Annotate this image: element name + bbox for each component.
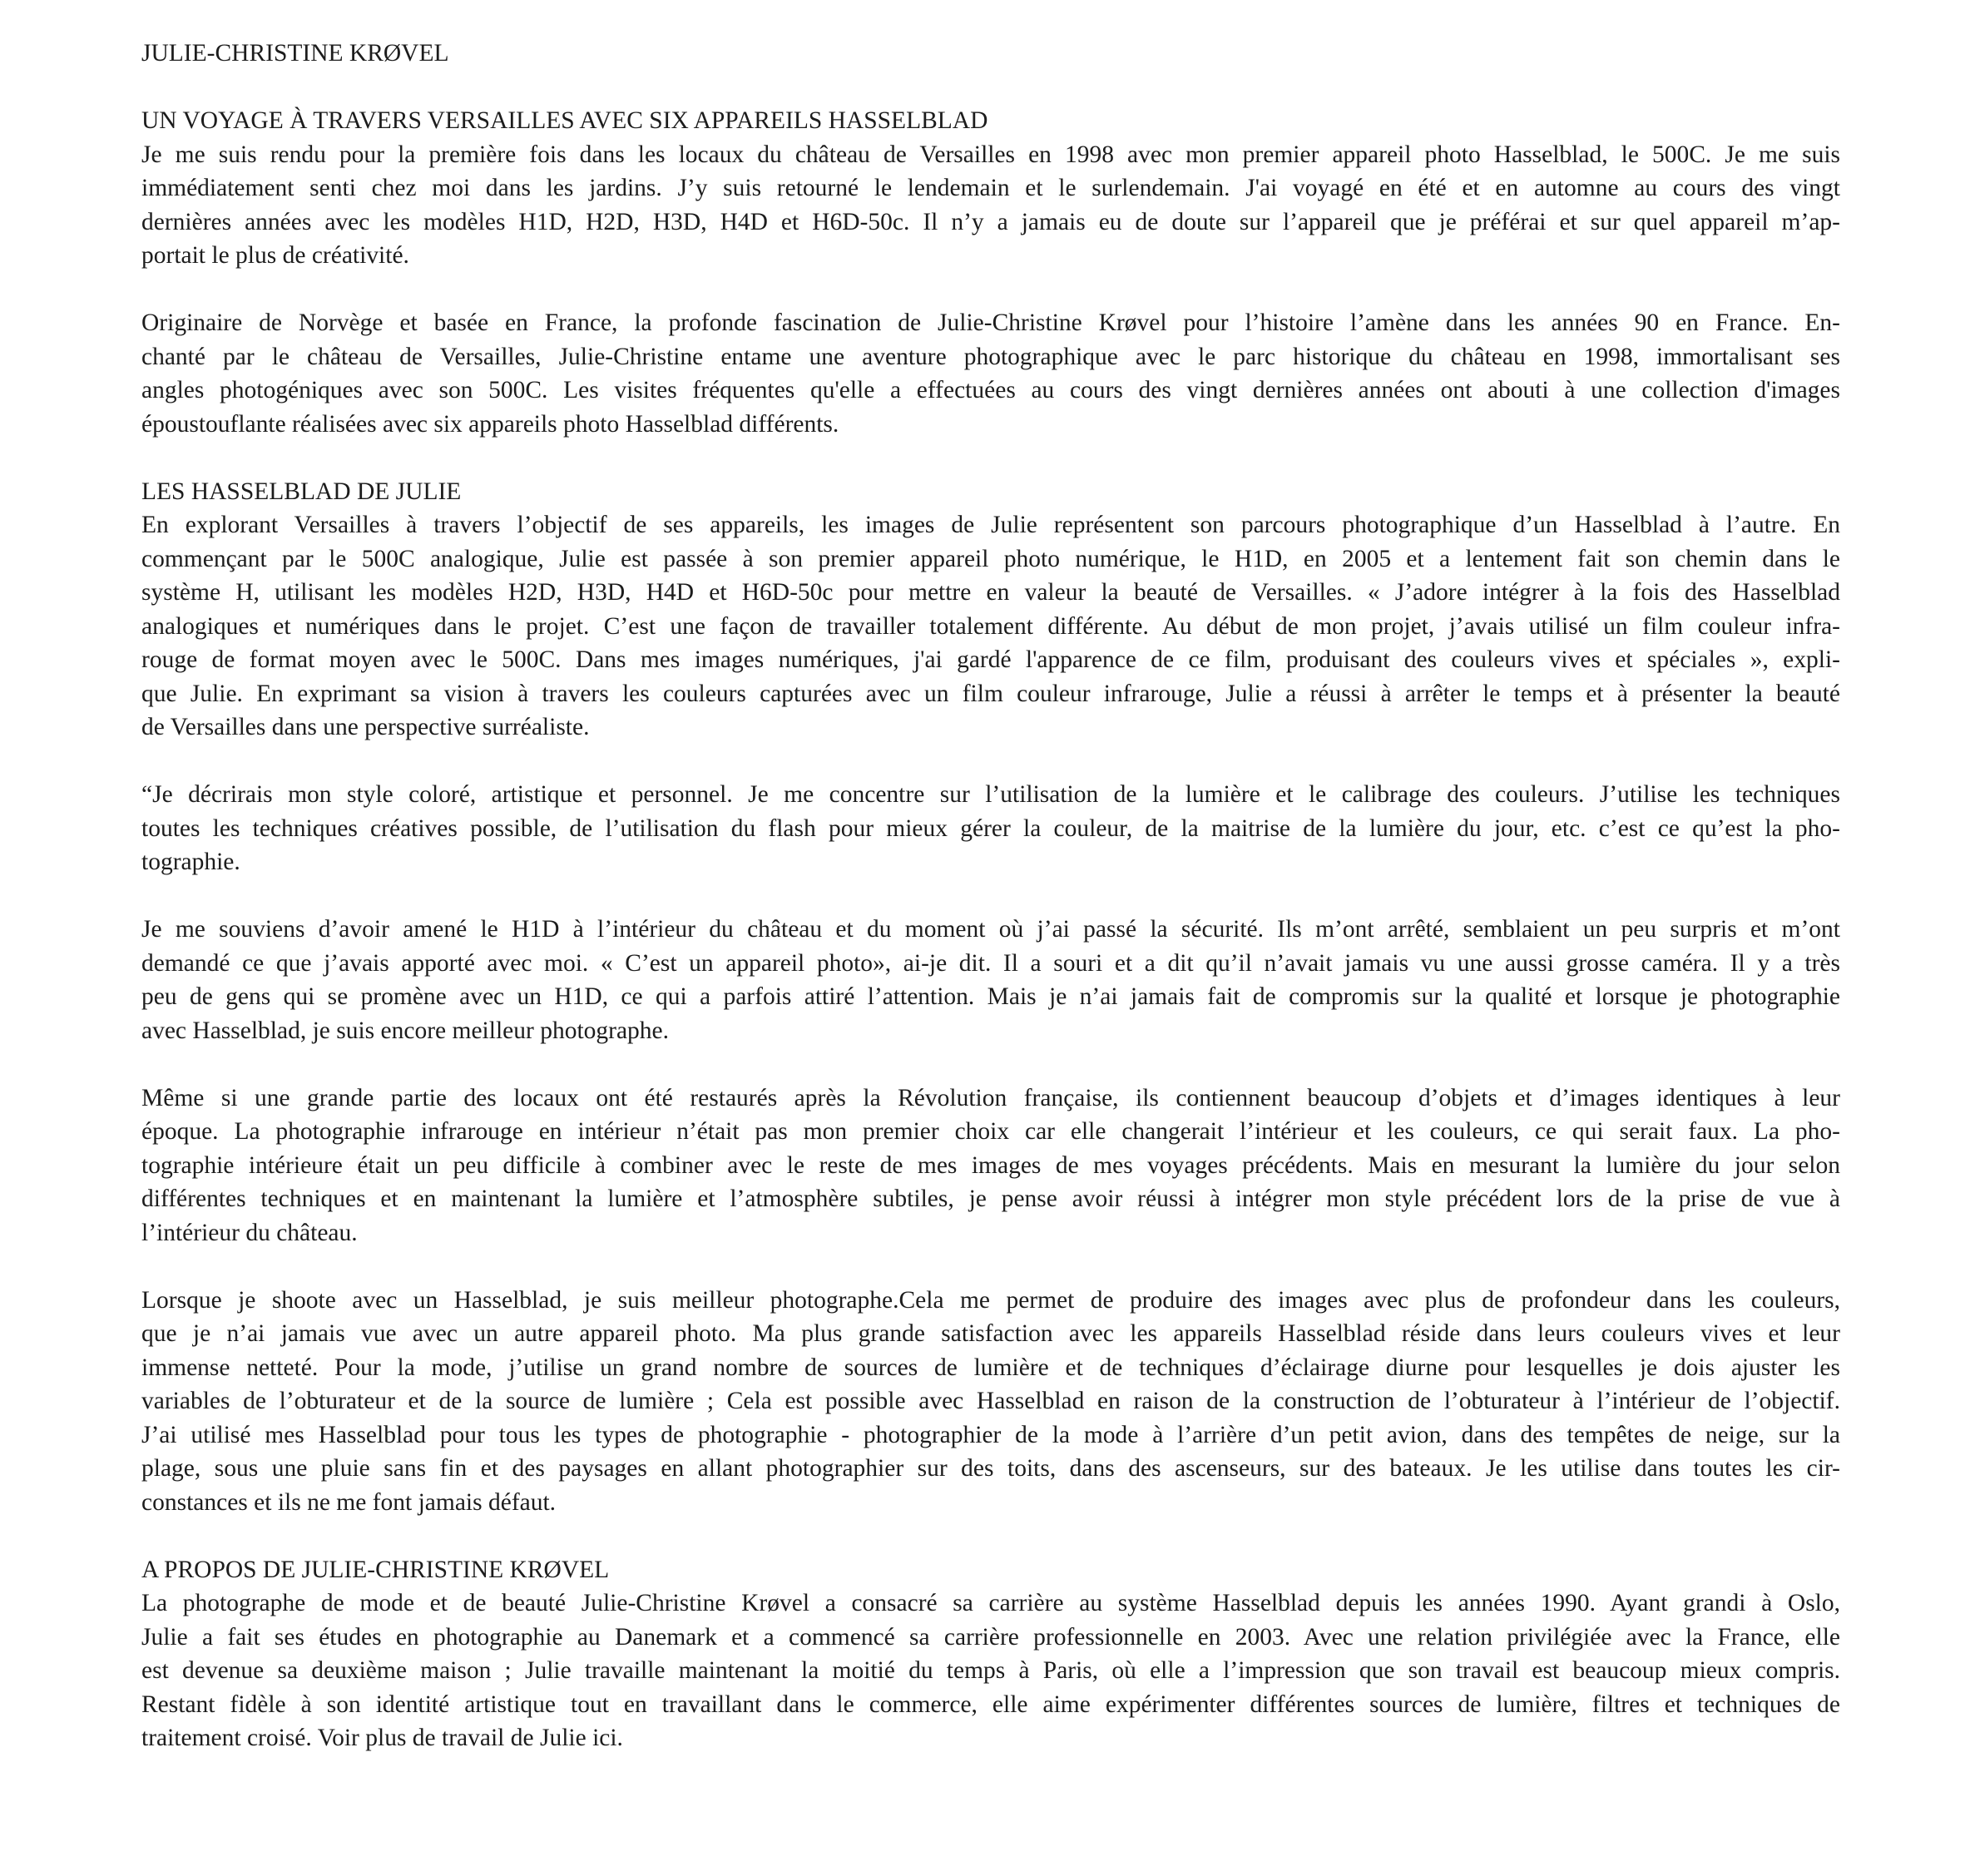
text-line: peu de gens qui se promène avec un H1D, ce qui a parfois attiré l’attention. Mais je n’ai jamais fait de compromis sur la qualité et lorsque je photographie xyxy=(141,983,1840,1010)
author-name: JULIE-CHRISTINE KRØVEL xyxy=(141,40,449,67)
text-line: La photographe de mode et de beauté Julie-Christine Krøvel a consacré sa carrière au système Hasselblad depuis les années 1990. Ayant grandi à Oslo, xyxy=(141,1590,1840,1616)
text-line: immédiatement senti chez moi dans les jardins. J’y suis retourné le lendemain et le surlendemain. J'ai voyagé en été et en automne au cours des vingt xyxy=(141,175,1840,201)
text-line: “Je décrirais mon style coloré, artistique et personnel. Je me concentre sur l’utilisation de la lumière et le calibrage des couleurs. J’utilise les techniques xyxy=(141,781,1840,808)
text-line: toutes les techniques créatives possible, de l’utilisation du flash pour mieux gérer la couleur, de la maitrise de la lumière du jour, etc. c’est ce qu’est la pho- xyxy=(141,814,1840,842)
text-line: Julie a fait ses études en photographie au Danemark et a commencé sa carrière professionnelle en 2003. Avec une relation privilégiée avec la France, elle xyxy=(141,1623,1840,1651)
text-line: Je me suis rendu pour la première fois dans les locaux du château de Versailles en 1998 avec mon premier appareil photo Hasselblad, le 500C. Je me suis xyxy=(141,141,1840,168)
text-line: analogiques et numériques dans le projet. C’est une façon de travailler totalement différente. Au début de mon projet, j’avais utilisé un film couleur infra- xyxy=(141,612,1840,640)
text-line: que Julie. En exprimant sa vision à travers les couleurs capturées avec un film couleur infrarouge, Julie a réussi à arrêter le temps et à présenter la beauté xyxy=(141,680,1840,707)
document-page xyxy=(141,37,1840,1789)
text-line: dernières années avec les modèles H1D, H2D, H3D, H4D et H6D-50c. Il n’y a jamais eu de doute sur l’appareil que je préférai et sur quel appareil m’ap- xyxy=(141,208,1840,235)
section-heading: LES HASSELBLAD DE JULIE xyxy=(141,478,462,505)
text-line: immense netteté. Pour la mode, j’utilise un grand nombre de sources de lumière et de techniques d’éclairage diurne pour lesquelles je dois ajuster les xyxy=(141,1354,1840,1381)
paragraph xyxy=(141,1082,1840,1250)
paragraph xyxy=(141,913,1840,1047)
text-line: tographie. xyxy=(141,849,240,875)
text-line: En explorant Versailles à travers l’objectif de ses appareils, les images de Julie représentent son parcours photographique d’un Hasselblad à l’autre. En xyxy=(141,512,1840,538)
paragraph xyxy=(141,1284,1840,1520)
text-line: angles photogéniques avec son 500C. Les visites fréquentes qu'elle a effectuées au cours des vingt dernières années ont abouti à une collection d'images xyxy=(141,377,1840,403)
section xyxy=(141,1553,1840,1755)
text-line: Lorsque je shoote avec un Hasselblad, je suis meilleur photographe.Cela me permet de produire des images avec plus de profondeur dans les couleurs, xyxy=(141,1286,1840,1314)
text-line: que je n’ai jamais vue avec un autre appareil photo. Ma plus grande satisfaction avec les appareils Hasselblad réside dans leurs couleurs vives et leur xyxy=(141,1320,1840,1347)
text-line: système H, utilisant les modèles H2D, H3D, H4D et H6D-50c pour mettre en valeur la beauté de Versailles. « J’adore intégrer à la fois des Hasselblad xyxy=(141,579,1840,606)
section xyxy=(141,104,1840,441)
text-line: plage, sous une pluie sans fin et des paysages en allant photographier sur des toits, dans des ascenseurs, sur des bateaux. Je les utilise dans toutes les cir- xyxy=(141,1455,1840,1482)
text-line: est devenue sa deuxième maison ; Julie travaille maintenant la moitié du temps à Paris, où elle a l’impression que son travail est beaucoup mieux compris. xyxy=(141,1657,1840,1684)
paragraph xyxy=(141,306,1840,441)
text-line: l’intérieur du château. xyxy=(141,1219,358,1246)
paragraph xyxy=(141,778,1840,879)
text-line: Restant fidèle à son identité artistique tout en travaillant dans le commerce, elle aime expérimenter différentes sources de lumière, filtres et techniques de xyxy=(141,1690,1840,1718)
text-line: constances et ils ne me font jamais défaut. xyxy=(141,1488,557,1516)
text-line: de Versailles dans une perspective surréaliste. xyxy=(141,714,590,740)
text-line: chanté par le château de Versailles, Julie-Christine entame une aventure photographique avec le parc historique du château en 1998, immortalisant ses xyxy=(141,343,1840,370)
text-line: traitement croisé. Voir plus de travail de Julie ici. xyxy=(141,1725,623,1751)
text-line: commençant par le 500C analogique, Julie est passée à son premier appareil photo numérique, le H1D, en 2005 et a lentement fait son chemin dans le xyxy=(141,545,1840,572)
text-line: variables de l’obturateur et de la source de lumière ; Cela est possible avec Hasselblad en raison de la construction de l’obturateur à l’intérieur de l’objectif. xyxy=(141,1388,1840,1414)
text-line: différentes techniques et en maintenant la lumière et l’atmosphère subtiles, je pense avoir réussi à intégrer mon style précédent lors de la prise de vue à xyxy=(141,1185,1840,1212)
text-line: tographie intérieure était un peu difficile à combiner avec le reste de mes images de mes voyages précédents. Mais en mesurant la lumière du jour selon xyxy=(141,1151,1840,1179)
text-line: portait le plus de créativité. xyxy=(141,242,409,269)
section-heading: A PROPOS DE JULIE-CHRISTINE KRØVEL xyxy=(141,1556,610,1583)
text-line: demandé ce que j’avais apporté avec moi. « C’est un appareil photo», ai-je dit. Il a souri et a dit qu’il n’avait jamais vu une aussi grosse caméra. Il y a très xyxy=(141,949,1840,977)
article-body xyxy=(141,104,1840,1755)
text-line: Originaire de Norvège et basée en France, la profonde fascination de Julie-Christine Krøvel pour l’histoire l’amène dans les années 90 en France. En- xyxy=(141,309,1840,336)
text-line: Je me souviens d’avoir amené le H1D à l’intérieur du château et du moment où j’ai passé la sécurité. Ils m’ont arrêté, semblaient un peu surpris et m’ont xyxy=(141,916,1840,943)
text-line: avec Hasselblad, je suis encore meilleur photographe. xyxy=(141,1017,670,1044)
section xyxy=(141,475,1840,1520)
text-line: époque. La photographie infrarouge en intérieur n’était pas mon premier choix car elle changerait l’intérieur et les couleurs, ce qui serait faux. La pho- xyxy=(141,1118,1840,1145)
text-line: rouge de format moyen avec le 500C. Dans mes images numériques, j'ai gardé l'apparence de ce film, produisant des couleurs vives et spéciales », expli- xyxy=(141,646,1840,673)
section-heading: UN VOYAGE À TRAVERS VERSAILLES AVEC SIX APPAREILS HASSELBLAD xyxy=(141,107,988,134)
text-line: Même si une grande partie des locaux ont été restaurés après la Révolution française, ils contiennent beaucoup d’objets et d’images identiques à leur xyxy=(141,1084,1840,1111)
text-line: époustouflante réalisées avec six appareils photo Hasselblad différents. xyxy=(141,410,839,438)
paragraph xyxy=(141,1586,1840,1755)
paragraph xyxy=(141,508,1840,745)
paragraph xyxy=(141,138,1840,273)
text-line: J’ai utilisé mes Hasselblad pour tous les types de photographie - photographier de la mode à l’arrière d’un petit avion, dans des tempêtes de neige, sur la xyxy=(141,1421,1840,1448)
